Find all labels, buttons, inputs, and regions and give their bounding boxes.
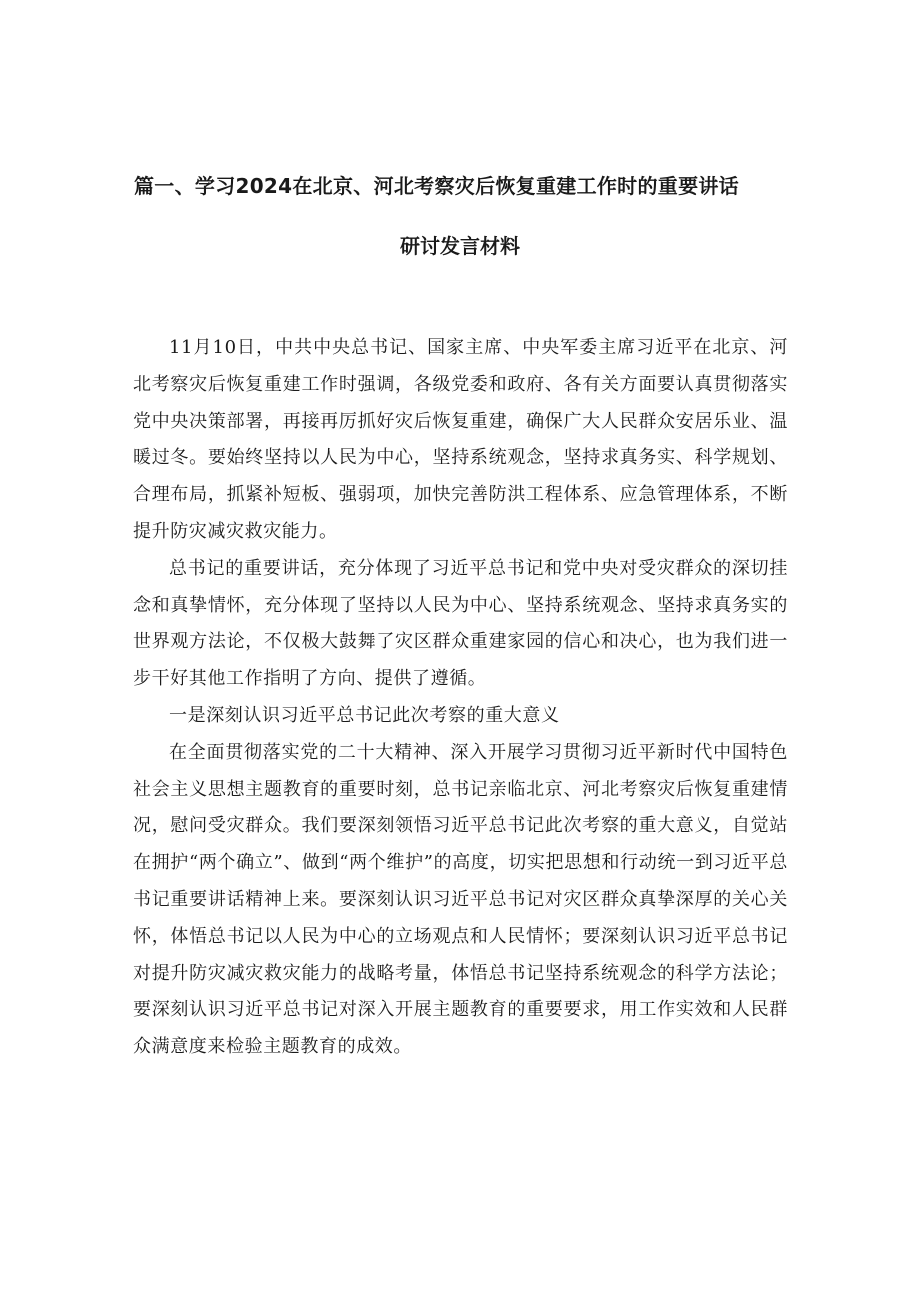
paragraph-significance: 总书记的重要讲话，充分体现了习近平总书记和党中央对受灾群众的深切挂念和真挚情怀，充分体现了坚持以人民为中心、坚持系统观念、坚持求真务实的世界观方法论，不仅极大鼓舞了灾区群众重建家园的信心和决心，也为我们进一步干好其他工作指明了方向、提供了遵循。 (133, 557, 788, 690)
document-title: 篇一、学习2024在北京、河北考察灾后恢复重建工作时的重要讲话 (134, 174, 739, 198)
paragraph-intro: 11月10日，中共中央总书记、国家主席、中央军委主席习近平在北京、河北考察灾后恢复重建工作时强调，各级党委和政府、各有关方面要认真贯彻落实党中央决策部署，再接再厉抓好灾后恢复重建，确保广大人民群众安居乐业、温暖过冬。要始终坚持以人民为中心，坚持系统观念，坚持求真务实、科学规划、合理布局，抓紧补短板、强弱项，加快完善防洪工程体系、应急管理体系，不断提升防灾减灾救灾能力。 (133, 337, 788, 542)
document-subtitle: 研讨发言材料 (400, 234, 520, 258)
section-heading: 一是深刻认识习近平总书记此次考察的重大意义 (169, 704, 560, 726)
section-paragraph: 在全面贯彻落实党的二十大精神、深入开展学习贯彻习近平新时代中国特色社会主义思想主题教育的重要时刻，总书记亲临北京、河北考察灾后恢复重建情况，慰问受灾群众。我们要深刻领悟习近平总书记此次考察的重大意义，自觉站在拥护“两个确立”、做到“两个维护”的高度，切实把思想和行动统一到习近平总书记重要讲话精神上来。要深刻认识习近平总书记对灾区群众真挚深厚的关心关怀，体悟总书记以人民为中心的立场观点和人民情怀；要深刻认识习近平总书记对提升防灾减灾救灾能力的战略考量，体悟总书记坚持系统观念的科学方法论；要深刻认识习近平总书记对深入开展主题教育的重要要求，用工作实效和人民群众满意度来检验主题教育的成效。 (133, 741, 788, 1058)
document-body (133, 330, 788, 1066)
